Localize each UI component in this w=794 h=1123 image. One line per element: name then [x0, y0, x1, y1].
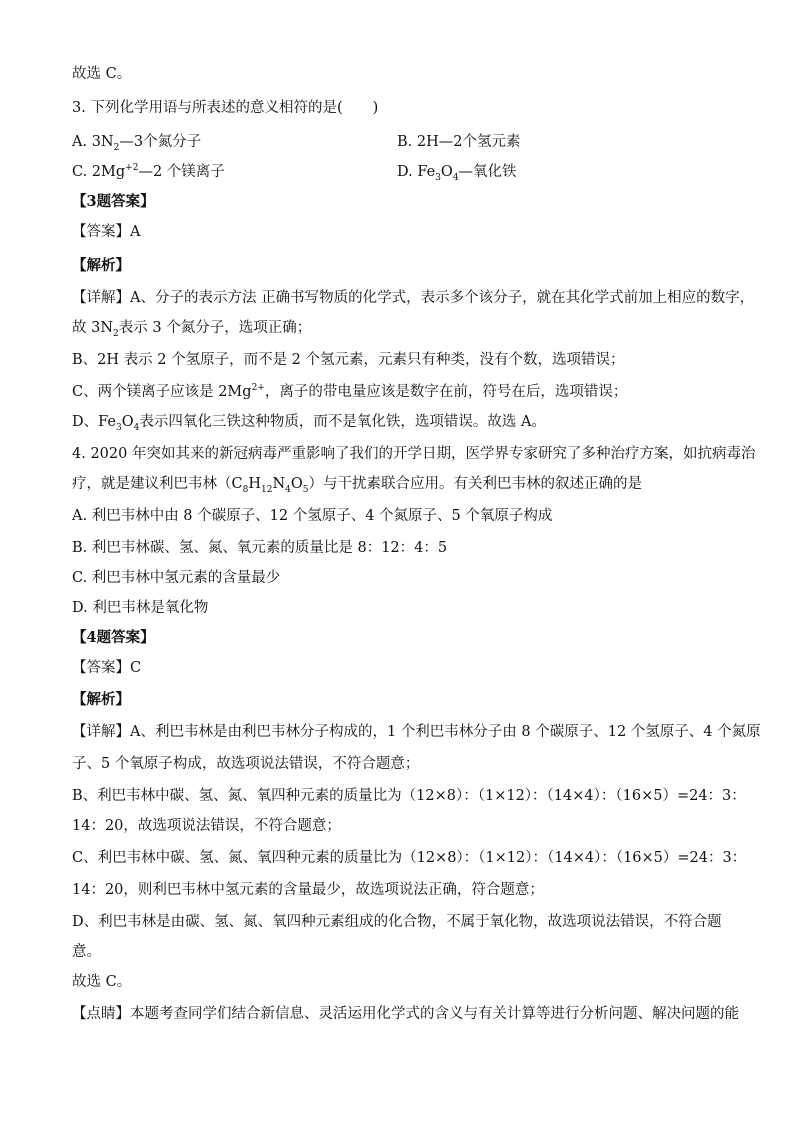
q4-option-c: C. 利巴韦林中氢元素的含量最少 [72, 570, 281, 586]
stem-text: O [290, 476, 303, 492]
q4-option-a: A. 利巴韦林中由 8 个碳原子、12 个氢原子、4 个氮原子、5 个氧原子构成 [72, 508, 553, 524]
question-4-stem: 4. 2020 年突如其来的新冠病毒严重影响了我们的开学日期，医学界专家研究了多种治疗方案，如抗病毒治 [72, 446, 756, 462]
text-line: 故选 C。 [72, 66, 132, 82]
stem-close: ) [372, 100, 379, 116]
detail-text: O [121, 414, 134, 430]
superscript: +2 [125, 163, 139, 174]
q3-answer-heading: 【3题答案】 [72, 193, 155, 210]
subscript: 8 [242, 484, 249, 495]
option-text: A. 3N [72, 134, 114, 150]
q3-answer: 【答案】A [72, 224, 141, 240]
q3-analysis-heading: 【解析】 [72, 257, 130, 274]
q3-option-c [72, 162, 392, 182]
q4-answer: 【答案】C [72, 660, 142, 676]
subscript: 4 [133, 422, 140, 433]
detail-text: ，离子的带电量应该是数字在前，符号在后，选项错误； [264, 384, 628, 400]
question-3-stem [72, 98, 722, 118]
q4-detail-line: 【详解】A、利巴韦林是由利巴韦林分子构成的，1 个利巴韦林分子由 8 个碳原子、12 个氢原子、4 个氮原 [72, 724, 761, 740]
subscript: 2 [113, 328, 119, 339]
q4-option-b: B. 利巴韦林碳、氢、氮、氧元素的质量比是 8：12：4：5 [72, 540, 448, 556]
detail-text: 表示四氧化三铁这种物质，而不是氧化铁，选项错误。故选 A。 [139, 414, 546, 430]
detail-text: D、Fe [72, 414, 116, 430]
q4-detail-line: 意。 [72, 944, 101, 960]
q4-answer-heading: 【4题答案】 [72, 629, 155, 646]
q3-detail-line [72, 318, 722, 338]
stem-text: ）与干扰素联合应用。有关利巴韦林的叙述正确的是 [308, 476, 642, 492]
q3-option-b: B. 2H—2个氢元素 [397, 134, 521, 150]
q3-option-d [397, 162, 727, 182]
q3-option-a [72, 132, 392, 152]
detail-text: 故 3N [72, 320, 114, 336]
option-text: —2 个镁离子 [138, 164, 225, 180]
q4-detail-line: 子、5 个氧原子构成，故选项说法错误，不符合题意； [72, 756, 420, 772]
q4-detail-line: C、利巴韦林中碳、氢、氮、氧四种元素的质量比为（12×8）：（1×12）：（14×4）：（16×5）=24：3： [72, 850, 747, 866]
option-text: C. 2Mg [72, 164, 126, 180]
subscript: 4 [452, 172, 459, 183]
stem-text: 疗，就是建议利巴韦林（C [72, 476, 243, 492]
q4-detail-line: B、利巴韦林中碳、氢、氮、氧四种元素的质量比为（12×8）：（1×12）：（14×4）：（16×5）=24：3： [72, 788, 746, 804]
q4-comment: 【点睛】本题考查同学们结合新信息、灵活运用化学式的含义与有关计算等进行分析问题、解决问题的能 [72, 1006, 739, 1022]
detail-text: 表示 3 个氮分子，选项正确； [118, 320, 312, 336]
option-text: —氧化铁 [458, 164, 517, 180]
subscript: 12 [260, 484, 273, 495]
subscript: 2 [113, 142, 120, 153]
q3-detail-line [72, 382, 722, 402]
subscript: 4 [285, 484, 291, 495]
option-text: D. Fe [397, 164, 436, 180]
option-text: —3个氮分子 [119, 134, 202, 150]
stem-text: N [272, 476, 286, 492]
question-4-stem [72, 474, 722, 494]
q4-conclusion: 故选 C。 [72, 974, 132, 990]
subscript: 3 [115, 422, 122, 433]
q4-detail-line: D、利巴韦林是由碳、氢、氮、氧四种元素组成的化合物，不属于氧化物，故选项说法错误，不符合题 [72, 914, 722, 930]
subscript: 3 [435, 172, 441, 183]
stem-text: 3. 下列化学用语与所表述的意义相符的是( [72, 100, 343, 116]
q3-detail-line: 【详解】A、分子的表示方法 正确书写物质的化学式，表示多个该分子，就在其化学式前加上相应的数字， [72, 290, 755, 306]
option-text: O [440, 164, 453, 180]
q4-option-d: D. 利巴韦林是氧化物 [72, 600, 209, 616]
q4-analysis-heading: 【解析】 [72, 691, 130, 708]
q3-detail-line: B、2H 表示 2 个氢原子，而不是 2 个氢元素，元素只有种类，没有个数，选项错误； [72, 352, 625, 368]
q3-detail-line [72, 412, 722, 432]
subscript: 5 [302, 484, 309, 495]
q4-detail-line: 14：20，则利巴韦林中氢元素的含量最少，故选项说法正确，符合题意； [72, 882, 544, 898]
detail-text: C、两个镁离子应该是 2Mg [72, 384, 252, 400]
stem-text: H [248, 476, 261, 492]
superscript: 2+ [251, 383, 265, 394]
q4-detail-line: 14：20，故选项说法错误，不符合题意； [72, 818, 341, 834]
